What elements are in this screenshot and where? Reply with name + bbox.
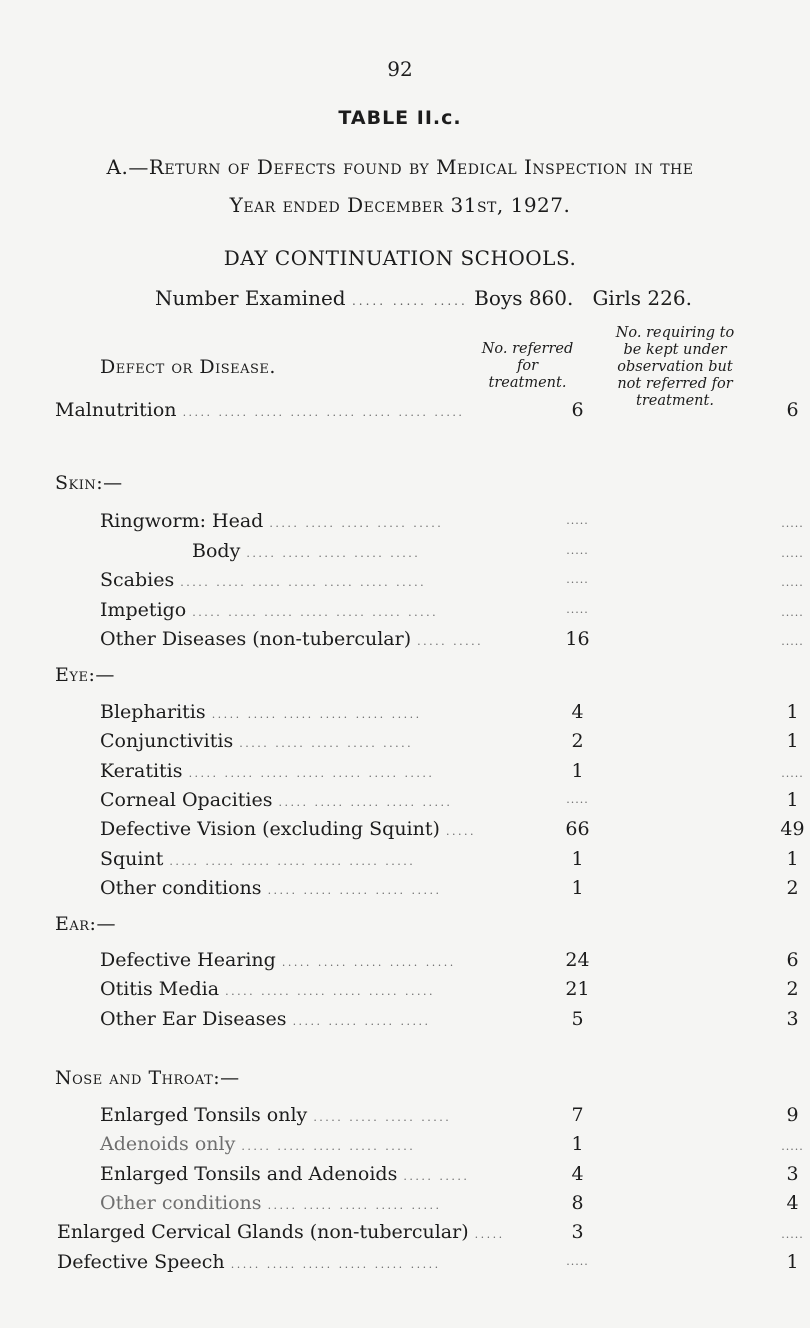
table-row [100,757,804,785]
referred-value: 24 [565,949,590,971]
row-label: Defective Speech ..... ..... ..... ..... ..... ..... [57,1250,441,1273]
defect-column-header: Defect or Disease. [100,356,276,378]
referred-value: 5 [571,1007,584,1030]
observation-value: ..... [781,605,804,619]
referred-value: 8 [571,1191,584,1214]
referred-value: ..... [566,792,589,806]
observation-value: 1 [786,730,799,753]
row-label: Blepharitis ..... ..... ..... ..... ..... ..... [100,701,422,723]
observation-value: ..... [781,517,804,530]
table-row [100,625,804,653]
referred-value: 2 [571,730,584,753]
referred-value: 4 [571,1162,584,1185]
table-row [55,396,799,424]
referred-value: ..... [566,514,589,527]
table-title: TABLE II.c. [338,107,462,129]
number-examined [155,286,692,310]
observation-value: 3 [786,1007,799,1030]
table-row [57,1218,804,1246]
referred-value: 7 [571,1104,584,1126]
referred-value: 6 [571,399,584,421]
referred-value: ..... [566,573,589,586]
number-examined-label: Number Examined [155,286,346,310]
observation-value: ..... [781,1228,804,1242]
table-row [100,566,804,594]
observation-value: 1 [786,701,799,723]
observation-value: 2 [786,978,799,1001]
table-row [100,975,799,1003]
section-heading-skin: Skin:— [55,472,123,494]
boys-count: Boys 860. [474,286,574,310]
referred-value: 1 [571,759,584,782]
section-heading-eye: Eye:— [55,664,115,686]
row-label: Body ..... ..... ..... ..... ..... [192,539,421,562]
observation-value: 6 [786,399,799,421]
observation-value: 1 [786,847,799,870]
observation-value: 9 [786,1104,799,1126]
observation-value: ..... [781,1140,804,1154]
table-row [100,698,799,726]
table-row [100,1160,799,1188]
observation-value: ..... [781,635,804,648]
referred-value: ..... [566,1254,589,1268]
observation-value: 2 [786,876,799,899]
row-label: Other Diseases (non-tubercular) ..... ..... [100,628,484,650]
referred-value: ..... [566,602,589,616]
row-label: Adenoids only ..... ..... ..... ..... ..... [100,1133,416,1156]
observation-value: 1 [786,1250,799,1273]
referred-value: 21 [565,978,590,1001]
table-row [100,1101,799,1129]
referred-value: 1 [571,876,584,899]
table-row [100,1130,804,1158]
section-heading-nose-and-throat: Nose and Throat:— [55,1067,240,1089]
table-row [100,1189,799,1217]
row-label: Conjunctivitis ..... ..... ..... ..... ..... [100,730,414,753]
referred-value: ..... [566,543,589,557]
row-label: Corneal Opacities ..... ..... ..... ..... ..... [100,788,453,811]
report-heading-line-2: Year ended December 31st, 1927. [229,193,571,217]
observation-value: 1 [786,788,799,811]
observation-value: ..... [781,766,804,780]
referred-value: 1 [571,1133,584,1156]
table-row [100,874,799,902]
table-row [100,815,805,843]
leader-dots: ..... ..... ..... [351,294,468,308]
table-row [100,507,804,535]
row-label: Enlarged Tonsils only ..... ..... ..... ..... [100,1104,452,1126]
section-heading-ear: Ear:— [55,913,116,935]
row-label: Other conditions ..... ..... ..... ..... ..... [100,876,442,899]
table-row [100,727,799,755]
report-heading-line-1: A.—Return of Defects found by Medical Inspection in the [106,155,694,179]
table-row [100,786,799,814]
referred-value: 1 [571,847,584,870]
referred-column-header: No. referred for treatment. [481,341,574,391]
row-label: Enlarged Cervical Glands (non-tubercular) ..... [57,1221,505,1244]
row-label: Other Ear Diseases ..... ..... ..... ..... [100,1007,431,1030]
referred-value: 66 [565,818,590,841]
table-row [192,537,804,565]
observation-value: 6 [786,949,799,971]
referred-value: 4 [571,701,584,723]
row-label: Defective Hearing ..... ..... ..... ..... ..... [100,949,456,971]
observation-value: ..... [781,546,804,560]
row-label: Enlarged Tonsils and Adenoids ..... ..... [100,1162,470,1185]
observation-value: 3 [786,1162,799,1185]
row-label: Otitis Media ..... ..... ..... ..... ..... ..... [100,978,435,1001]
page-number: 92 [387,57,413,81]
observation-value: ..... [781,576,804,589]
row-label: Scabies ..... ..... ..... ..... ..... ..... ..... [100,569,427,591]
table-row [100,845,799,873]
row-label: Keratitis ..... ..... ..... ..... ..... ..... ..... [100,759,435,782]
schools-title: DAY CONTINUATION SCHOOLS. [223,246,577,270]
referred-value: 16 [565,628,590,650]
row-label: Ringworm: Head ..... ..... ..... ..... ..... [100,510,444,532]
row-label: Malnutrition ..... ..... ..... ..... ..... ..... ..... ..... [55,399,465,421]
table-row [100,596,804,624]
observation-value: 4 [786,1191,799,1214]
table-row [100,1005,799,1033]
observation-column-header: No. requiring to be kept under observation but not referred for treatment. [615,325,735,409]
row-label: Squint ..... ..... ..... ..... ..... ..... ..... [100,847,416,870]
table-row [57,1248,799,1276]
referred-value: 3 [571,1221,584,1244]
row-label: Impetigo ..... ..... ..... ..... ..... ..... ..... [100,598,439,621]
row-label: Other conditions ..... ..... ..... ..... ..... [100,1191,442,1214]
girls-count: Girls 226. [592,286,692,310]
observation-value: 49 [780,818,805,841]
table-row [100,946,799,974]
row-label: Defective Vision (excluding Squint) ..... [100,818,476,841]
